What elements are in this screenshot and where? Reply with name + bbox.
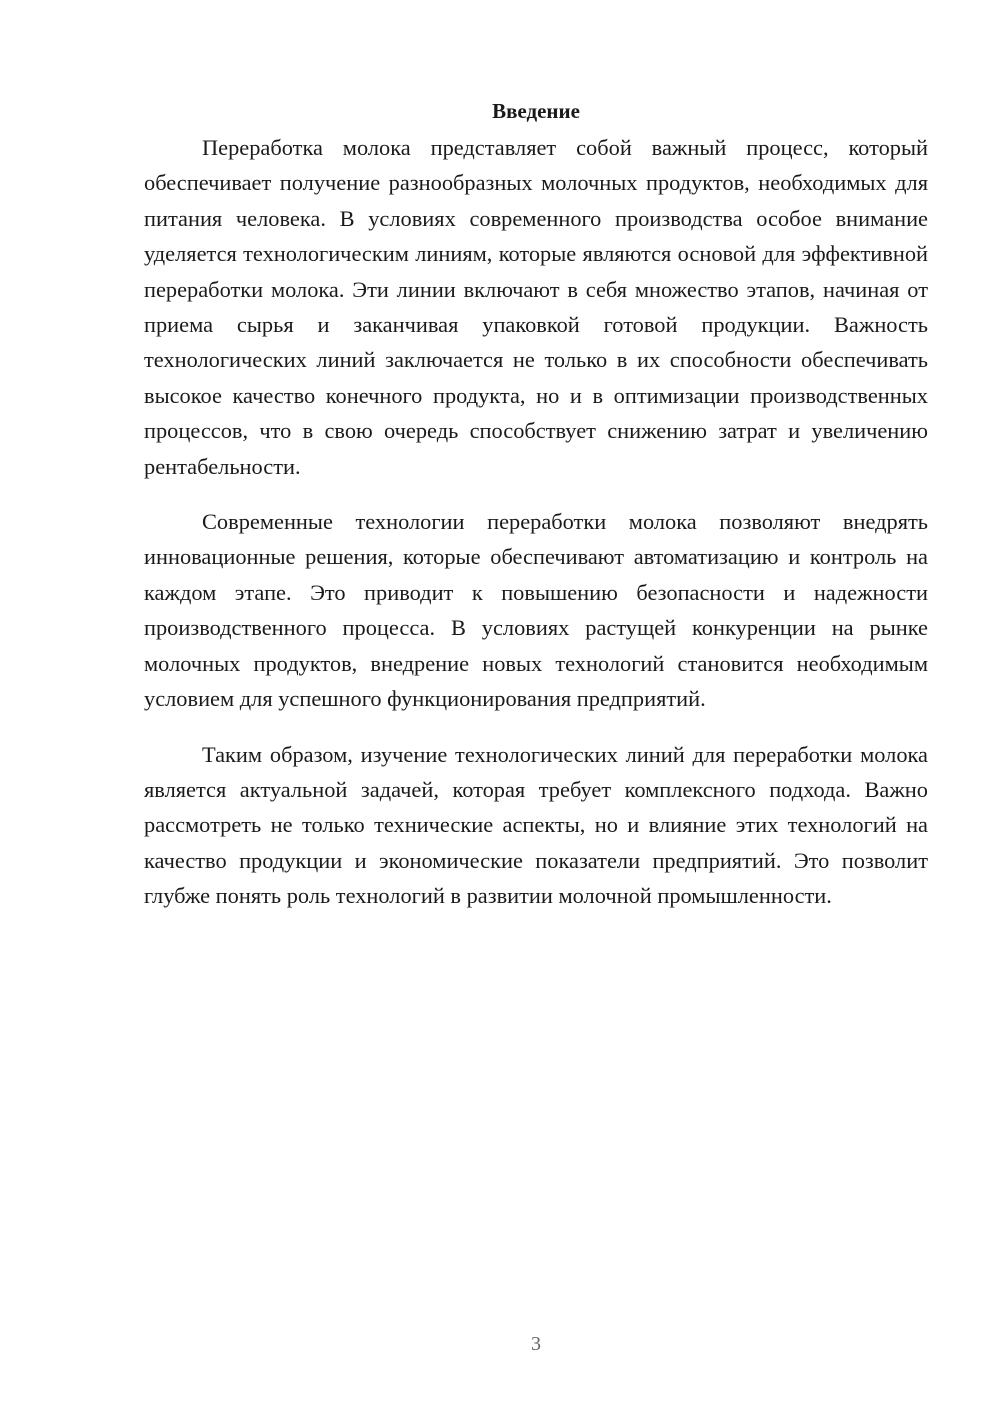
page-number: 3 [531, 1333, 541, 1355]
paragraph-1: Переработка молока представляет собой важный процесс, который обеспечивает получение разнообразных молочных продуктов, необходимых для питания человека. В условиях современного производства особое внимание уделяется технологическим линиям, которые являются основой для эффективной переработки молока. Эти линии включают в себя множество этапов, начиная от приема сырья и заканчивая упаковкой готовой продукции. Важность технологических линий заключается не только в их способности обеспечивать высокое качество конечного продукта, но и в оптимизации производственных процессов, что в свою очередь способствует снижению затрат и увеличению рентабельности. [144, 135, 928, 479]
page-content [144, 93, 928, 934]
paragraph-2: Современные технологии переработки молока позволяют внедрять инновационные решения, которые обеспечивают автоматизацию и контроль на каждом этапе. Это приводит к повышению безопасности и надежности производственного процесса. В условиях растущей конкуренции на рынке молочных продуктов, внедрение новых технологий становится необходимым условием для успешного функционирования предприятий. [144, 509, 928, 712]
paragraph-3: Таким образом, изучение технологических линий для переработки молока является актуальной задачей, которая требует комплексного подхода. Важно рассмотреть не только технические аспекты, но и влияние этих технологий на качество продукции и экономические показатели предприятий. Это позволит глубже понять роль технологий в развитии молочной промышленности. [144, 741, 928, 909]
section-title: Введение [492, 99, 580, 123]
